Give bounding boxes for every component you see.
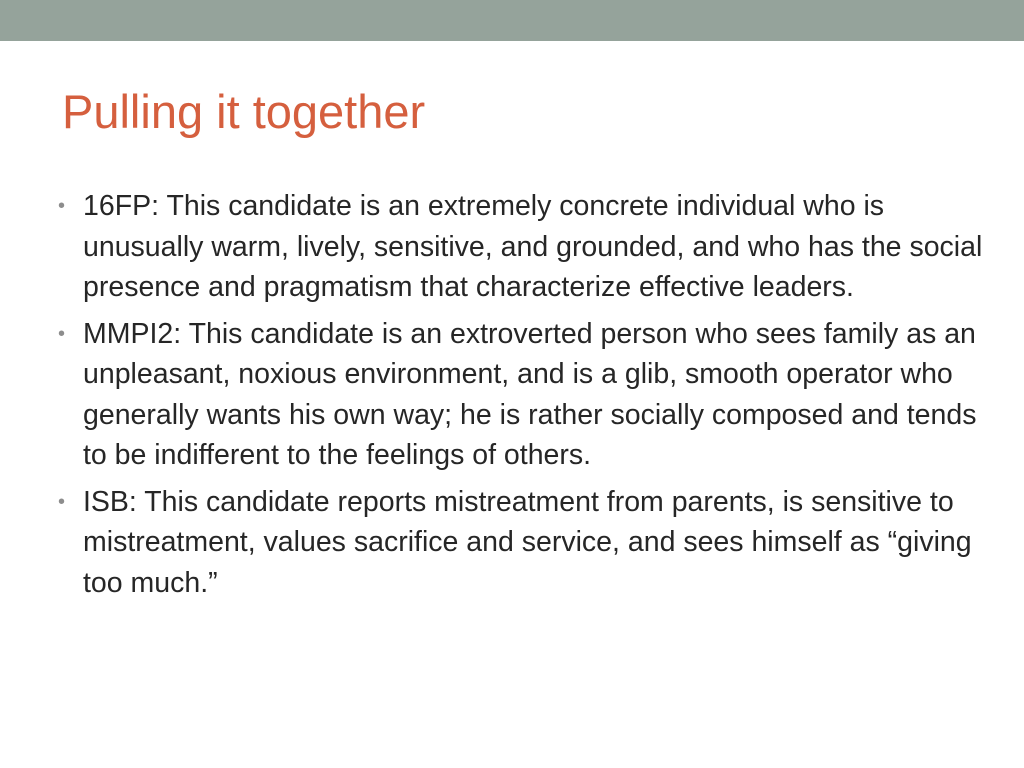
- bullet-item-16fp: [58, 186, 983, 308]
- bullet-text: MMPI2: This candidate is an extroverted person who sees family as an unpleasant, noxious environment, and is a glib, smooth operator who generally wants his own way; he is rather socially composed and tends to be indifferent to the feelings of others.: [83, 317, 977, 471]
- bullet-text: ISB: This candidate reports mistreatment from parents, is sensitive to mistreatment, values sacrifice and service, and sees himself as “giving too much.”: [83, 485, 972, 599]
- bullet-item-mmpi2: [58, 314, 983, 476]
- bullet-item-isb: [58, 482, 983, 604]
- top-color-band: [0, 0, 1024, 41]
- bullet-dot-icon: •: [58, 322, 66, 345]
- bullet-dot-icon: •: [58, 490, 66, 513]
- bullet-dot-icon: •: [58, 195, 66, 217]
- bullet-list: [58, 186, 983, 609]
- bullet-text: 16FP: This candidate is an extremely concrete individual who is unusually warm, lively, sensitive, and grounded, and who has the social presence and pragmatism that characterize effective leaders.: [83, 190, 983, 303]
- slide-title: Pulling it together: [62, 85, 426, 138]
